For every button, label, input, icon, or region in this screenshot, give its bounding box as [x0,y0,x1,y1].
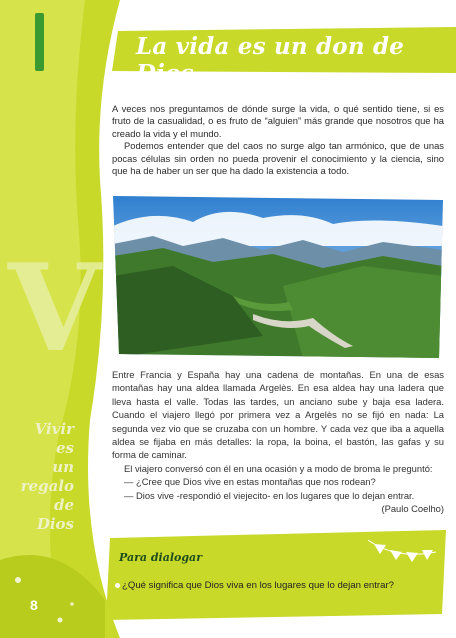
dialog-title: Para dialogar [119,551,202,564]
side-motto-line: un [52,458,74,476]
side-motto-line: es [56,439,74,457]
story-source: (Paulo Coelho) [381,503,444,514]
bullet-icon [115,583,120,588]
story-paragraph: El viajero conversó con él en una ocasión y a modo de broma le preguntó: [124,462,433,474]
story-paragraph: Entre Francia y España hay una cadena de montañas. En una de esas montañas hay una aldea llamada Argelès. En esa aldea hay una ladera que lleva hasta el valle. Todas las tardes, un anciano sube y baja esa ladera. Cuando el viajero llegó por primera vez a Argelès no se fijó en nada: La segunda vez vio que se cruzaba con un hombre. Y cada vez que iba a aquella aldea se fijaba en más detalles: la ropa, la boina, el bastón, las gafas y su forma de caminar. [112,369,444,461]
story-text [112,368,444,502]
mountain-valley-photo [113,196,443,358]
side-motto [14,420,74,534]
page-number: 8 [30,597,38,613]
intro-paragraph-2: Podemos entender que del caos no surge algo tan armónico, que de unas pocas células sin orden no pueda provenir el conocimiento y la ciencia, sino que ha de haber un ser que ha dado la existencia a todo. [112,140,444,177]
side-motto-line: Vivir [34,420,74,438]
story-dialogue: — ¿Cree que Dios vive en estas montañas que nos rodean? [124,476,376,488]
side-motto-line: regalo [20,477,74,495]
intro-paragraph-1: A veces nos preguntamos de dónde surge la vida, o qué sentido tiene, si es fruto de la casualidad, o es fruto de “alguien” más grande que nosotros que ha creado la vida y el mundo. [112,103,444,139]
page-title: La vida es un don de Dios [136,33,405,87]
svg-text:V: V [8,238,102,379]
side-motto-line: Dios [36,515,74,533]
chapter-marker [35,13,44,71]
dialog-box [106,530,446,626]
side-motto-line: de [53,496,74,514]
intro-text [112,103,444,177]
dialog-question: ¿Qué significa que Dios viva en los lugares que lo dejan entrar? [122,580,394,591]
story-dialogue: — Dios vive -respondió el viejecito- en los lugares que lo dejan entrar. [124,489,415,501]
